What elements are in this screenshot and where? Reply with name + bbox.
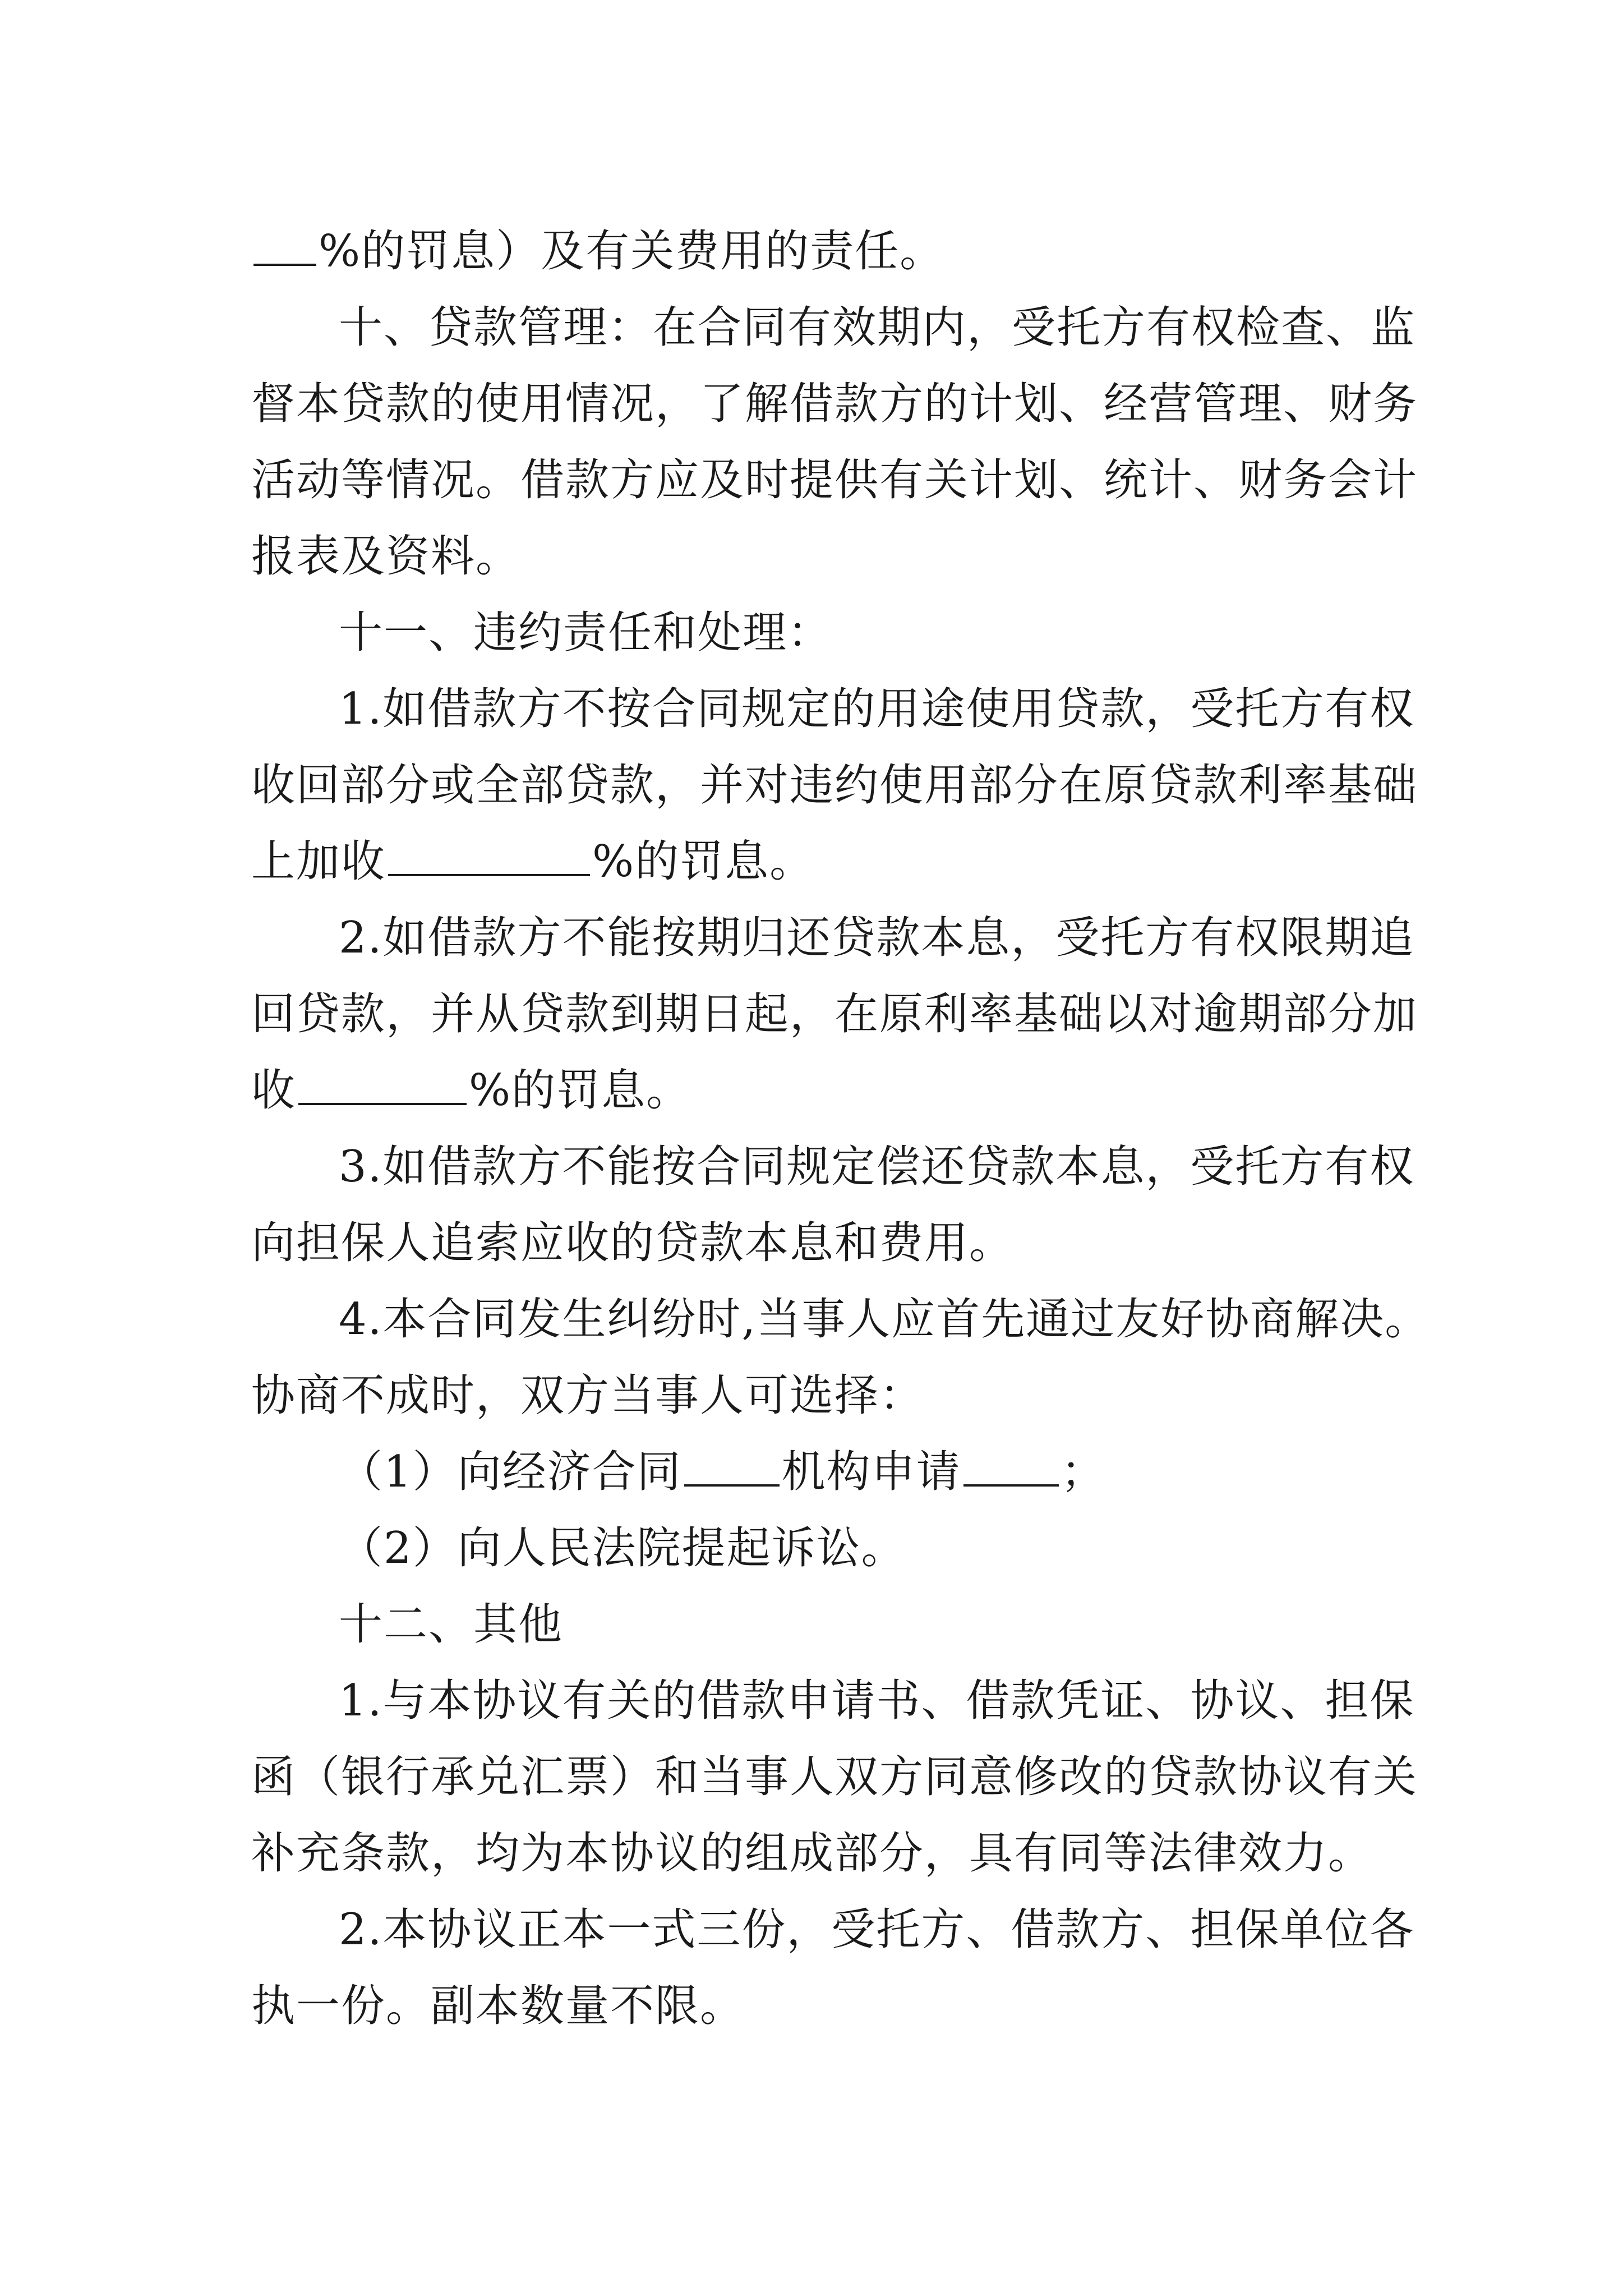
clause-12-1-line-1 xyxy=(251,1663,1415,1739)
section-ten-heading-line xyxy=(251,289,1416,366)
clause-12-2-line-1 xyxy=(251,1892,1415,1968)
clause-11-1-line-3 xyxy=(251,823,1401,900)
clause-12-1-line-2 xyxy=(251,1739,1418,1815)
penalty-rate-blank xyxy=(298,1064,467,1105)
line-text: 十一、违约责任和处理： xyxy=(339,608,833,658)
line-text: 3.如借款方不能按合同规定偿还贷款本息，受托方有权 xyxy=(339,1142,1415,1192)
application-blank xyxy=(963,1445,1059,1487)
clause-11-2-line-1 xyxy=(251,900,1415,976)
arbitration-blank xyxy=(684,1445,780,1487)
clause-11-4-line-1 xyxy=(251,1281,1430,1358)
line-text: 2.本协议正本一式三份，受托方、借款方、担保单位各 xyxy=(339,1904,1415,1955)
line-text: 督本贷款的使用情况，了解借款方的计划、经营管理、财务 xyxy=(251,379,1418,429)
line-text: 协商不成时，双方当事人可选择： xyxy=(251,1370,925,1421)
clause-12-2-line-2 xyxy=(251,1968,1401,2044)
section-ten-line-3 xyxy=(251,442,1418,518)
line-text: 函（银行承兑汇票）和当事人双方同意修改的贷款协议有关 xyxy=(251,1752,1418,1802)
line-text: %的罚息。 xyxy=(592,836,815,887)
section-twelve-heading xyxy=(251,1586,1401,1663)
line-text: 收 xyxy=(251,1065,297,1116)
penalty-rate-blank xyxy=(388,835,590,876)
line-text: 补充条款，均为本协议的组成部分，具有同等法律效力。 xyxy=(251,1828,1373,1879)
line-text: 2.如借款方不能按期归还贷款本息，受托方有权限期追 xyxy=(339,913,1415,963)
line-text: ； xyxy=(1061,1447,1106,1497)
line-text: 十、贷款管理：在合同有效期内，受托方有权检查、监 xyxy=(339,302,1416,353)
line-text: 4.本合同发生纠纷时,当事人应首先通过友好协商解决。 xyxy=(339,1294,1430,1345)
clause-11-3-line-2 xyxy=(251,1205,1401,1281)
clause-11-1-line-1 xyxy=(251,671,1415,747)
line-text: 收回部分或全部贷款，并对违约使用部分在原贷款利率基础 xyxy=(251,760,1418,811)
penalty-rate-blank xyxy=(253,224,316,266)
line-text: （1）向经济合同 xyxy=(339,1447,682,1497)
section-eleven-heading xyxy=(251,595,1401,671)
line-text: %的罚息）及有关费用的责任。 xyxy=(319,226,945,277)
line-text: 回贷款，并从贷款到期日起，在原利率基础以对逾期部分加 xyxy=(251,989,1418,1039)
contract-text xyxy=(251,213,1430,2044)
clause-11-2-line-2 xyxy=(251,976,1418,1052)
paragraph-line-penalty-end xyxy=(251,213,1401,289)
line-text: 机构申请 xyxy=(781,1447,961,1497)
line-text: 向担保人追索应收的贷款本息和费用。 xyxy=(251,1218,1015,1268)
clause-11-3-line-1 xyxy=(251,1129,1415,1205)
line-text: 报表及资料。 xyxy=(251,531,521,582)
line-text: 执一份。副本数量不限。 xyxy=(251,1981,745,2031)
line-text: %的罚息。 xyxy=(469,1065,691,1116)
clause-11-2-line-3 xyxy=(251,1052,1401,1129)
line-text: （2）向人民法院提起诉讼。 xyxy=(339,1523,906,1573)
line-text: 十二、其他 xyxy=(339,1599,564,1650)
clause-11-1-line-2 xyxy=(251,747,1418,823)
line-text: 1.与本协议有关的借款申请书、借款凭证、协议、担保 xyxy=(339,1676,1415,1726)
line-text: 活动等情况。借款方应及时提供有关计划、统计、财务会计 xyxy=(251,455,1418,505)
option-2-line xyxy=(251,1510,1401,1586)
section-ten-line-4 xyxy=(251,518,1401,595)
option-1-line xyxy=(251,1434,1401,1510)
section-ten-line-2 xyxy=(251,366,1418,442)
line-text: 1.如借款方不按合同规定的用途使用贷款，受托方有权 xyxy=(339,684,1415,734)
clause-12-1-line-3 xyxy=(251,1815,1401,1892)
clause-11-4-line-2 xyxy=(251,1358,1401,1434)
line-text: 上加收 xyxy=(251,836,386,887)
